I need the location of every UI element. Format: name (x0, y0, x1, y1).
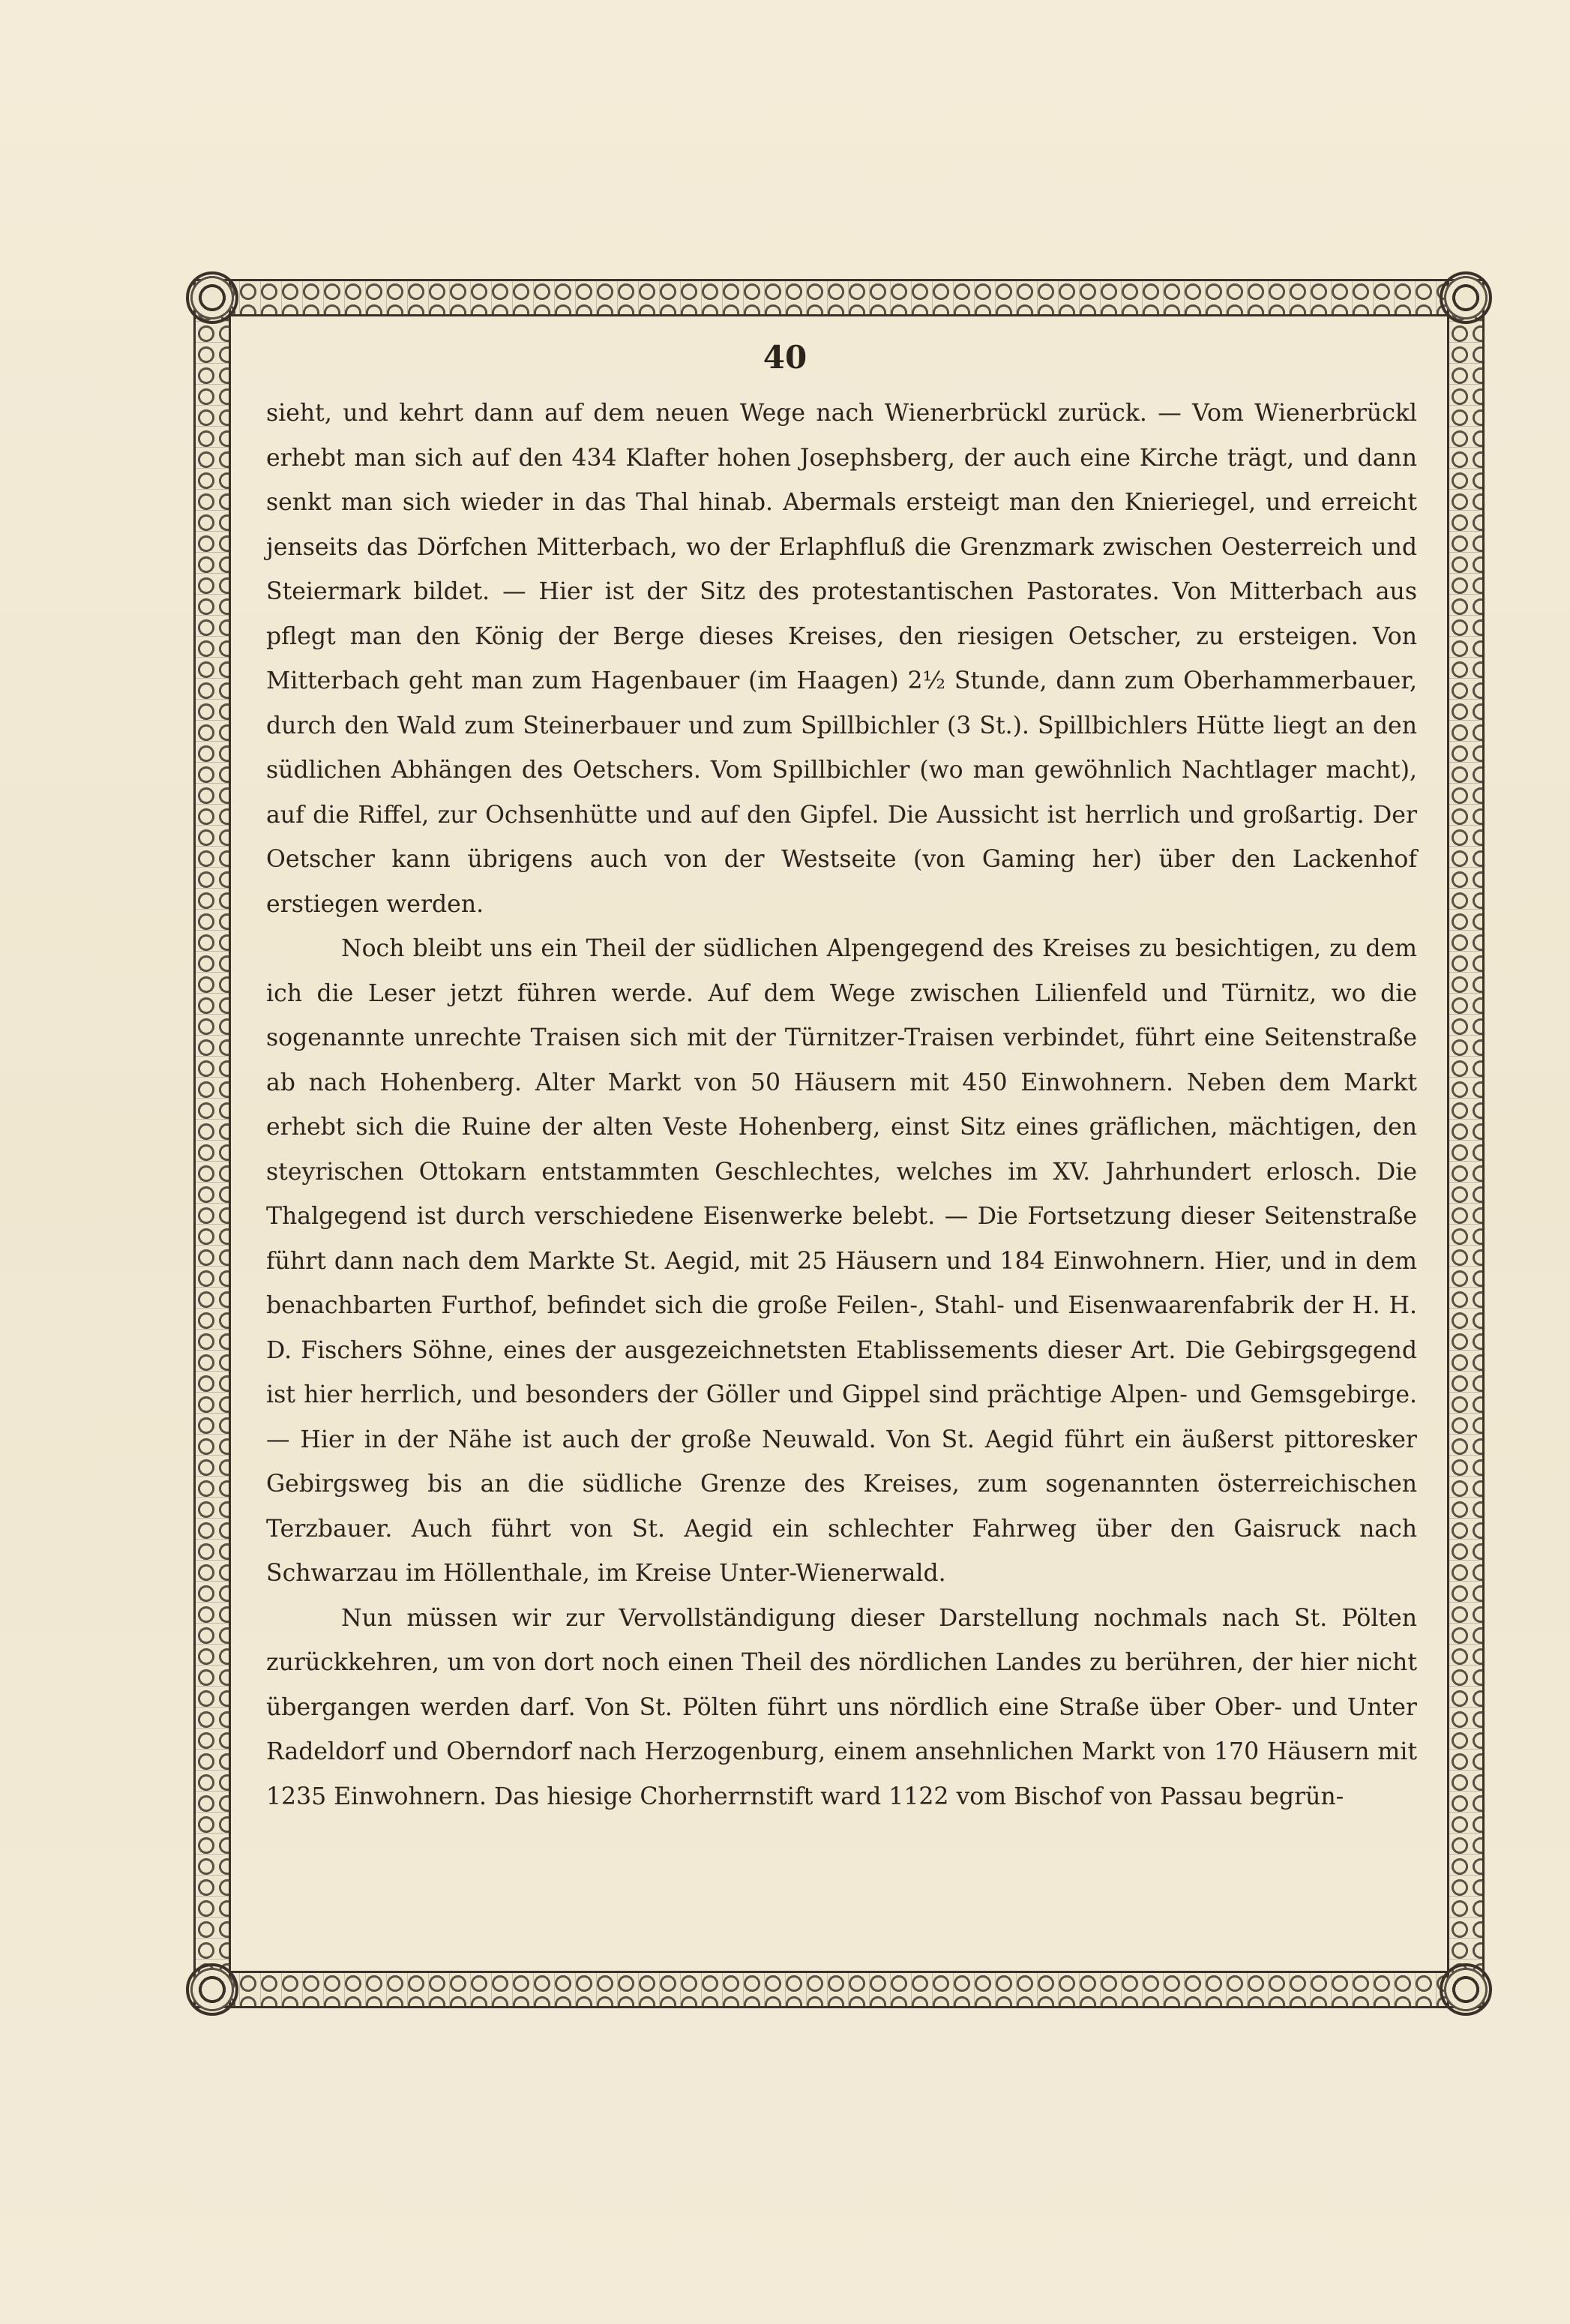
paragraph: Noch bleibt uns ein Theil der südlichen Alpengegend des Kreises zu besichtigen, zu dem ich die Leser jetzt führen werde. Auf dem Wege zwischen Lilienfeld und Türnitz, wo die sogenannte unrechte Traisen sich mit der Türnitzer-Traisen verbindet, führt eine Seitenstraße ab nach Hohenberg. Alter Markt von 50 Häusern mit 450 Einwohnern. Neben dem Markt erhebt sich die Ruine der alten Veste Hohenberg, einst Sitz eines gräflichen, mächtigen, den steyrischen Ottokarn entstammten Geschlechtes, welches im XV. Jahrhundert erlosch. Die Thalgegend ist durch verschiedene Eisenwerke belebt. — Die Fortsetzung dieser Seitenstraße führt dann nach dem Markte St. Aegid, mit 25 Häusern und 184 Einwohnern. Hier, und in dem benachbarten Furthof, befindet sich die große Feilen-, Stahl- und Eisenwaarenfabrik der H. H. D. Fischers Söhne, eines der ausgezeichnetsten Etablissements dieser Art. Die Gebirgsgegend ist hier herrlich, und besonders der Göller und Gippel sind prächtige Alpen- und Gemsgebirge. — Hier in der Nähe ist auch der große Neuwald. Von St. Aegid führt ein äußerst pittoresker Gebirgsweg bis an die südliche Grenze des Kreises, zum sogenannten österreichischen Terzbauer. Auch führt von St. Aegid ein schlechter Fahrweg über den Gaisruck nach Schwarzau im Höllenthale, im Kreise Unter-Wienerwald. (266, 935, 1417, 1587)
ornamental-border-top (193, 279, 1485, 316)
paragraph: Nun müssen wir zur Vervollständigung dieser Darstellung nochmals nach St. Pölten zurückkehren, um von dort noch einen Theil des nördlichen Landes zu berühren, der hier nicht übergangen werden darf. Von St. Pölten führt uns nördlich eine Straße über Ober- und Unter Radeldorf und Oberndorf nach Herzogenburg, einem ansehnlichen Markt von 170 Häusern mit 1235 Einwohnern. Das hiesige Chorherrnstift ward 1122 vom Bischof von Passau begrün- (266, 1604, 1417, 1810)
ornamental-border-right (1447, 279, 1485, 2008)
corner-ornament-icon (1440, 1963, 1492, 2016)
ornamental-border-bottom (193, 1971, 1485, 2008)
ornamental-border-left (193, 279, 231, 2008)
paragraph: sieht, und kehrt dann auf dem neuen Wege nach Wienerbrückl zurück. — Vom Wienerbrückl erhebt man sich auf den 434 Klafter hohen Josephsberg, der auch eine Kirche trägt, und dann senkt man sich wieder in das Thal hinab. Abermals ersteigt man den Knieriegel, und erreicht jenseits das Dörfchen Mitterbach, wo der Erlaphfluß die Grenzmark zwischen Oesterreich und Steiermark bildet. — Hier ist der Sitz des protestantischen Pastorates. Von Mitterbach aus pflegt man den König der Berge dieses Kreises, den riesigen Oetscher, zu ersteigen. Von Mitterbach geht man zum Hagenbauer (im Haagen) 2½ Stunde, dann zum Oberhammerbauer, durch den Wald zum Steinerbauer und zum Spillbichler (3 St.). Spillbichlers Hütte liegt an den südlichen Abhängen des Oetschers. Vom Spillbichler (wo man gewöhnlich Nachtlager macht), auf die Riffel, zur Ochsenhütte und auf den Gipfel. Die Aussicht ist herrlich und großartig. Der Oetscher kann übrigens auch von der Westseite (von Gaming her) über den Lackenhof erstiegen werden. (266, 400, 1417, 918)
corner-ornament-icon (186, 1963, 238, 2016)
page-number: 40 (763, 339, 807, 376)
corner-ornament-icon (1440, 271, 1492, 324)
body-text (266, 391, 1417, 1819)
corner-ornament-icon (186, 271, 238, 324)
